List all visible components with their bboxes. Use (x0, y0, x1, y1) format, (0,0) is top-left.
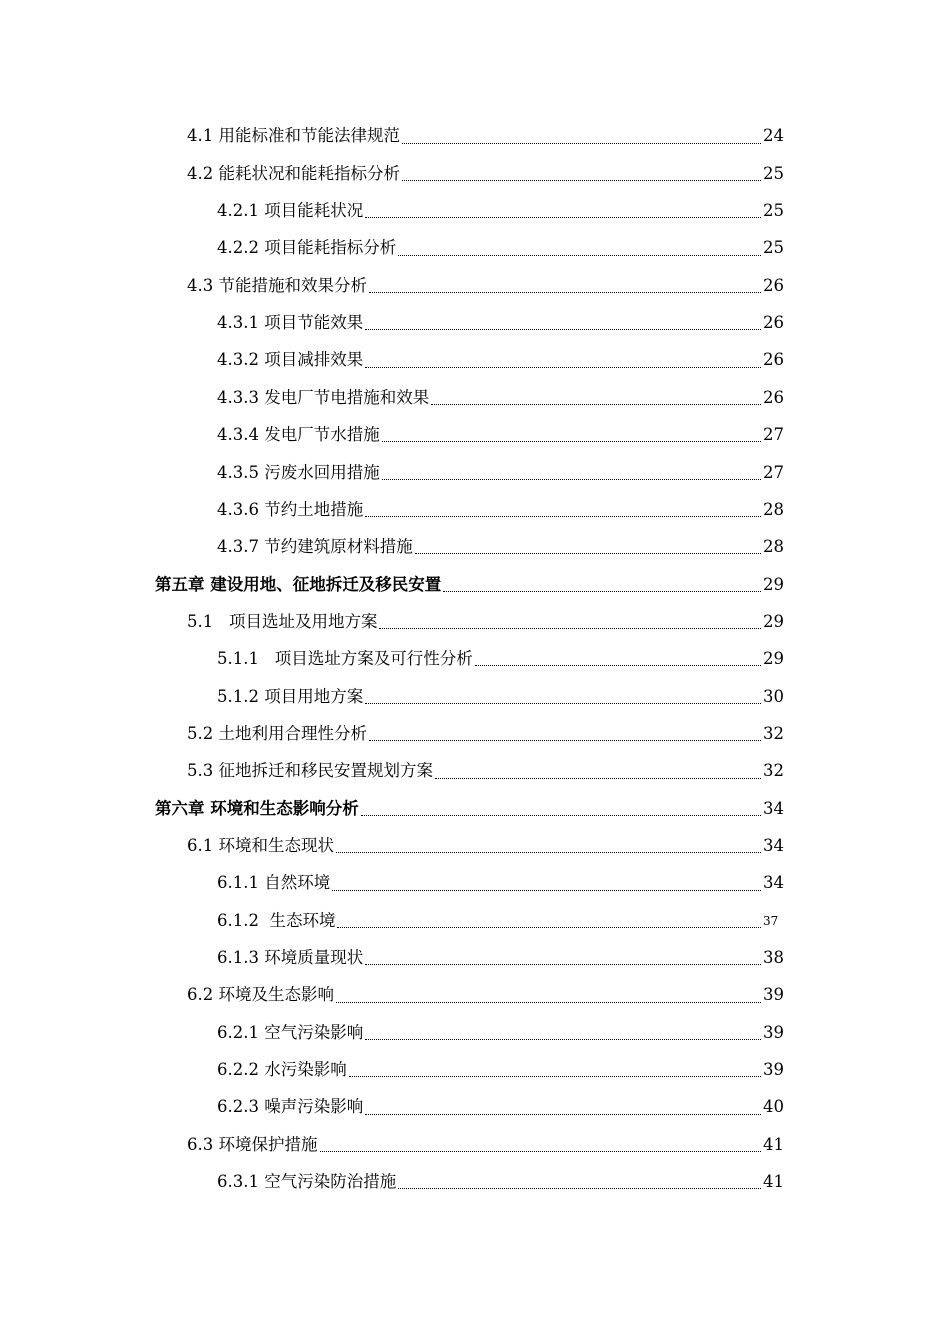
toc-entry-number: 4.3.4 (217, 425, 265, 445)
toc-entry-title: 能耗状况和能耗指标分析 (218, 163, 400, 183)
toc-entry-page-number: 28 (763, 499, 784, 519)
toc-entry-number: 6.1 (187, 835, 219, 855)
toc-entry-page-number: 39 (763, 1060, 784, 1080)
toc-entry-number: 6.2.3 (217, 1097, 265, 1117)
toc-entry-number: 4.3.3 (217, 387, 265, 407)
toc-entry[interactable] (0, 454, 950, 491)
toc-entry-page-number: 25 (763, 238, 784, 258)
dot-leader (431, 403, 761, 405)
dot-leader (443, 590, 761, 592)
dot-leader (336, 851, 761, 853)
dot-leader (379, 627, 761, 629)
toc-entry-page-number: 34 (763, 798, 784, 818)
toc-entry-page-number: 27 (763, 425, 784, 445)
dot-leader (369, 739, 761, 741)
dot-leader (475, 664, 761, 666)
toc-entry-page-number: 26 (763, 350, 784, 370)
toc-entry[interactable] (0, 753, 950, 790)
toc-entry-number: 6.1.2 (217, 910, 270, 930)
toc-entry-title: 环境和生态影响分析 (210, 798, 359, 818)
toc-entry-number: 第五章 (155, 574, 211, 594)
toc-entry[interactable] (0, 977, 950, 1014)
toc-entry-page-number: 29 (763, 574, 784, 594)
toc-entry-title: 项目能耗指标分析 (264, 238, 397, 258)
toc-entry-title: 项目选址方案及可行性分析 (274, 649, 473, 669)
toc-entry-title: 节约土地措施 (264, 499, 364, 519)
toc-entry-page-number: 27 (763, 462, 784, 482)
toc-entry-number: 4.2 (187, 163, 219, 183)
toc-entry-page-number: 26 (763, 313, 784, 333)
toc-entry[interactable] (0, 1126, 950, 1163)
dot-leader (365, 366, 761, 368)
toc-entry[interactable] (0, 491, 950, 528)
toc-entry-page-number: 41 (763, 1134, 784, 1154)
toc-entry[interactable] (0, 678, 950, 715)
toc-entry-number: 4.3 (187, 275, 219, 295)
dot-leader (382, 440, 761, 442)
toc-entry[interactable] (0, 1014, 950, 1051)
toc-entry[interactable] (0, 566, 950, 603)
toc-entry-page-number: 24 (763, 126, 784, 146)
toc-entry-number: 4.3.7 (217, 537, 265, 557)
toc-entry[interactable] (0, 1052, 950, 1089)
dot-leader (336, 1001, 761, 1003)
toc-entry-page-number: 26 (763, 275, 784, 295)
toc-entry[interactable] (0, 902, 950, 939)
toc-entry-page-number: 28 (763, 537, 784, 557)
toc-entry[interactable] (0, 193, 950, 230)
toc-entry-number: 4.3.6 (217, 499, 265, 519)
dot-leader (415, 552, 761, 554)
toc-entry-title: 项目能耗状况 (264, 201, 364, 221)
toc-entry-page-number: 34 (763, 835, 784, 855)
toc-entry-number: 5.1.1 (217, 649, 275, 669)
toc-entry[interactable] (0, 118, 950, 155)
toc-entry-number: 4.3.2 (217, 350, 265, 370)
toc-entry-page-number: 40 (763, 1097, 784, 1117)
toc-entry-page-number: 29 (763, 649, 784, 669)
toc-entry-title: 发电厂节电措施和效果 (264, 387, 430, 407)
toc-entry[interactable] (0, 940, 950, 977)
toc-entry-title: 发电厂节水措施 (264, 425, 380, 445)
toc-entry-title: 用能标准和节能法律规范 (218, 126, 400, 146)
toc-entry-number: 6.2.1 (217, 1022, 265, 1042)
dot-leader (365, 515, 761, 517)
toc-entry-title: 水污染影响 (264, 1060, 347, 1080)
dot-leader (365, 702, 761, 704)
toc-entry[interactable] (0, 1164, 950, 1201)
dot-leader (382, 478, 761, 480)
dot-leader (349, 1075, 761, 1077)
toc-entry[interactable] (0, 529, 950, 566)
toc-entry-title: 项目减排效果 (264, 350, 364, 370)
toc-entry-page-number: 38 (763, 947, 784, 967)
toc-entry-title: 环境及生态影响 (218, 985, 334, 1005)
toc-entry-title: 征地拆迁和移民安置规划方案 (218, 761, 433, 781)
toc-entry-title: 环境和生态现状 (218, 835, 334, 855)
toc-entry-title: 项目节能效果 (264, 313, 364, 333)
toc-entry-page-number: 39 (763, 985, 784, 1005)
toc-entry-number: 4.3.5 (217, 462, 265, 482)
toc-entry-title: 建设用地、征地拆迁及移民安置 (210, 574, 442, 594)
dot-leader (365, 963, 761, 965)
toc-entry-title: 自然环境 (264, 873, 331, 893)
table-of-contents (0, 118, 950, 1201)
toc-entry-title: 项目选址及用地方案 (228, 611, 378, 631)
toc-entry-title: 环境质量现状 (264, 947, 364, 967)
toc-entry-number: 4.2.1 (217, 201, 265, 221)
toc-entry-page-number: 32 (763, 761, 784, 781)
toc-entry[interactable] (0, 865, 950, 902)
toc-entry-number: 4.2.2 (217, 238, 265, 258)
toc-entry-page-number: 30 (763, 686, 784, 706)
toc-entry[interactable] (0, 417, 950, 454)
toc-entry-title: 项目用地方案 (264, 686, 364, 706)
toc-entry-number: 6.3 (187, 1134, 219, 1154)
dot-leader (402, 142, 761, 144)
toc-entry[interactable] (0, 230, 950, 267)
toc-entry-title: 生态环境 (269, 910, 336, 930)
toc-entry-title: 空气污染防治措施 (264, 1172, 397, 1192)
toc-entry-number: 6.1.1 (217, 873, 265, 893)
toc-entry[interactable] (0, 155, 950, 192)
toc-entry-title: 噪声污染影响 (264, 1097, 364, 1117)
toc-entry-page-number: 26 (763, 387, 784, 407)
toc-entry-page-number: 37 (763, 913, 779, 928)
toc-entry-page-number: 25 (763, 163, 784, 183)
toc-entry-number: 6.1.3 (217, 947, 265, 967)
toc-entry-title: 节约建筑原材料措施 (264, 537, 413, 557)
dot-leader (398, 1187, 761, 1189)
toc-entry-number: 5.1.2 (217, 686, 265, 706)
toc-entry-title: 空气污染影响 (264, 1022, 364, 1042)
dot-leader (369, 291, 761, 293)
toc-entry-page-number: 32 (763, 723, 784, 743)
toc-entry[interactable] (0, 379, 950, 416)
dot-leader (337, 926, 761, 928)
dot-leader (435, 777, 761, 779)
toc-entry-number: 6.2 (187, 985, 219, 1005)
dot-leader (365, 328, 761, 330)
toc-entry-page-number: 41 (763, 1172, 784, 1192)
dot-leader (365, 1038, 761, 1040)
toc-entry[interactable] (0, 641, 950, 678)
dot-leader (361, 814, 761, 816)
toc-entry[interactable] (0, 603, 950, 640)
dot-leader (332, 889, 761, 891)
toc-entry-title: 土地利用合理性分析 (218, 723, 367, 743)
toc-entry-number: 6.2.2 (217, 1060, 265, 1080)
toc-entry-number: 5.1 (187, 611, 229, 631)
toc-entry[interactable] (0, 790, 950, 827)
toc-entry-page-number: 39 (763, 1022, 784, 1042)
toc-entry[interactable] (0, 305, 950, 342)
toc-entry[interactable] (0, 828, 950, 865)
dot-leader (365, 1113, 761, 1115)
toc-entry-page-number: 34 (763, 873, 784, 893)
toc-entry-number: 5.3 (187, 761, 219, 781)
toc-entry-title: 节能措施和效果分析 (218, 275, 367, 295)
dot-leader (402, 179, 761, 181)
toc-entry-title: 污废水回用措施 (264, 462, 380, 482)
toc-entry-page-number: 25 (763, 201, 784, 221)
toc-entry-title: 环境保护措施 (218, 1134, 318, 1154)
toc-entry[interactable] (0, 342, 950, 379)
toc-entry[interactable] (0, 1089, 950, 1126)
toc-entry-number: 第六章 (155, 798, 211, 818)
toc-entry-number: 4.3.1 (217, 313, 265, 333)
toc-entry-number: 5.2 (187, 723, 219, 743)
toc-entry-number: 4.1 (187, 126, 219, 146)
toc-entry[interactable] (0, 716, 950, 753)
dot-leader (320, 1150, 762, 1152)
toc-entry-number: 6.3.1 (217, 1172, 265, 1192)
toc-entry[interactable] (0, 267, 950, 304)
toc-entry-page-number: 29 (763, 611, 784, 631)
dot-leader (365, 216, 761, 218)
dot-leader (398, 254, 761, 256)
